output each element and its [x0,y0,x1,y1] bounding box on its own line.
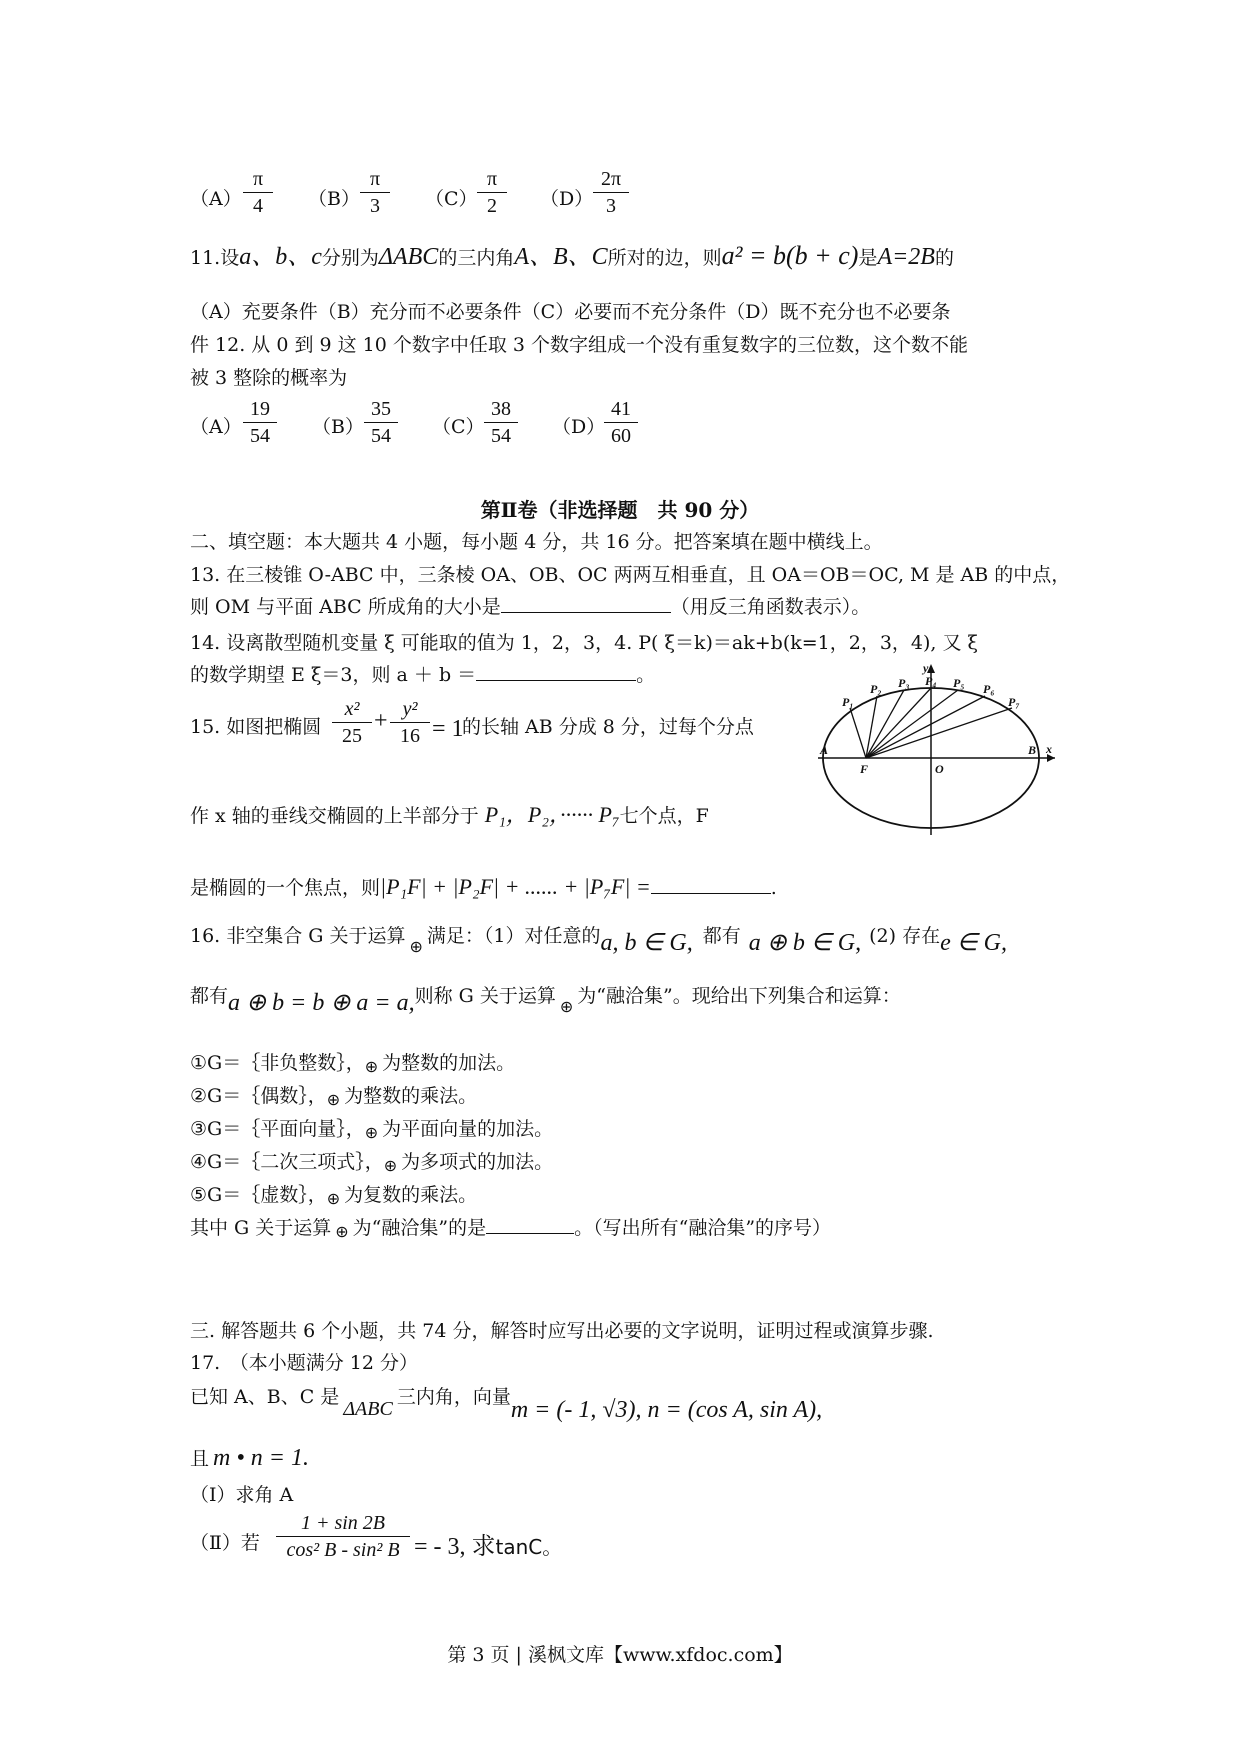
oplus-icon: ⊕ [559,997,574,1016]
label-A: A [820,743,829,757]
oplus-icon: ⊕ [409,937,423,956]
q14-line1: 14. 设离散型随机变量 ξ 可能取的值为 1，2，3，4. P( ξ＝k)＝ak+b(k=1，2，3，4), 又 ξ [190,632,979,654]
q16-item-1 [190,1048,515,1075]
math: a、b、c [239,244,322,270]
text: 都有 [190,985,229,1007]
label-y: y [923,661,929,675]
choice-label: （B） [312,416,364,438]
fraction: $\frac{41}{60}$ [604,396,638,449]
q13-line1: 13. 在三棱锥 O-ABC 中，三条棱 OA、OB、OC 两两互相垂直，且 OA＝OB＝OC, M 是 AB 的中点， [190,564,1071,586]
text: ②G＝｛偶数｝， [190,1085,327,1107]
fraction: $\frac{2\pi}{3}$ [593,166,629,219]
q17-part2-prefix: （Ⅱ）若 [190,1532,260,1554]
math: = - 3, 求 [414,1534,496,1560]
choice-label: （D） [540,188,594,210]
text: 其中 G 关于运算 [190,1217,332,1239]
math: a ⊕ b ∈ G, [748,930,862,956]
label-P6: P₆ [983,682,995,696]
fraction: $\frac{19}{54}$ [243,396,277,449]
text: 满足：（1）对任意的 [426,925,601,947]
choice-label: （A） [190,416,242,438]
choice-label: （B） [308,188,360,210]
q12-stem-line1: 件 12. 从 0 到 9 这 10 个数字中任取 3 个数字组成一个没有重复数字的三位数，这个数不能 [190,334,969,356]
oplus-icon: ⊕ [364,1123,379,1142]
label-P7: P₇ [1008,695,1020,709]
answer-blank[interactable] [486,1215,574,1234]
q12-stem-line2: 被 3 整除的概率为 [190,367,348,389]
text: 的三内角 [438,247,515,269]
text: （用反三角函数表示）。 [670,596,871,618]
q16-item-4 [190,1147,553,1174]
text: 是 [858,247,878,269]
text: (2) 存在 [869,925,941,947]
text: 三内角，向量 [396,1386,511,1408]
label-O: O [935,762,944,776]
text: 11.设 [190,247,240,269]
equals-one: = 1 [432,716,464,742]
text: 已知 A、B、C 是 [190,1386,340,1408]
text: ①G＝｛非负整数｝， [190,1052,365,1074]
fraction: $\frac{\pi}{2}$ [477,166,507,219]
text: . [770,877,777,899]
text: 所对的边，则 [607,247,722,269]
label-P4: P₄ [925,674,937,688]
fraction-x: $\frac{\text{x²}}{25}$ [332,696,372,749]
text: 为整数的乘法。 [344,1085,478,1107]
q17-line2 [190,1444,309,1472]
q16-item-5 [190,1180,477,1207]
math: a² = b(b + c) [721,241,859,270]
math: |P₁F| + |P₂F| + ...... + |P₇F| = [380,874,651,899]
q15-line3 [190,873,777,900]
text: ⑤G＝｛虚数｝， [190,1184,327,1206]
fraction: $\frac{\pi}{4}$ [243,166,273,219]
fill-in-header: 二、填空题：本大题共 4 小题，每小题 4 分，共 16 分。把答案填在题中横线上。 [190,531,883,553]
label-B: B [1028,743,1037,757]
oplus-icon: ⊕ [335,1222,349,1241]
q17-part1: （Ⅰ）求角 A [190,1484,294,1506]
text: 是椭圆的一个焦点，则 [190,877,381,899]
q16-line2 [190,980,901,1016]
q15-prefix: 15. 如图把椭圆 [190,716,322,738]
math: A、B、C [514,244,608,270]
q17-fraction: $\frac{1 + \sin 2B}{\text{cos² B - sin² B}}$ [276,1510,410,1563]
page-footer: 第 3 页 | 溪枫文库【www.xfdoc.com】 [447,1644,793,1666]
q17-title: 17. （本小题满分 12 分） [190,1352,418,1374]
q16-item-3 [190,1114,553,1141]
choice-label: （D） [552,416,606,438]
q16-item-2 [190,1081,477,1108]
fraction-y: $\frac{\text{y²}}{16}$ [390,696,430,749]
text: 。 [636,664,656,686]
text: 。（写出所有“融洽集”的序号） [574,1217,832,1239]
fraction: $\frac{38}{54}$ [484,396,518,449]
text: 为“融洽集”。现给出下列集合和运算： [577,985,901,1007]
text: 作 x 轴的垂线交椭圆的上半部分于 [190,805,479,827]
answer-blank[interactable] [651,881,771,894]
text: 分别为 [321,247,379,269]
label-P5: P₅ [953,676,965,690]
text: 则 OM 与平面 ABC 所成角的大小是 [190,596,501,618]
text: ④G＝｛二次三项式｝， [190,1151,384,1173]
text: 都有 [702,925,741,947]
text: 16. 非空集合 G 关于运算 [190,925,406,947]
ellipse-figure [810,660,1060,840]
text: 为平面向量的加法。 [382,1118,554,1140]
math: P₁，P₂，······ P₇ [484,802,620,827]
q17-part2-suffix [414,1526,562,1561]
math: A=2B [877,244,935,270]
q13-line2 [190,592,870,619]
plus-sign: + [374,708,388,734]
q17-line1 [190,1382,823,1423]
oplus-icon: ⊕ [326,1090,341,1109]
math: m • n = 1. [213,1445,309,1471]
math: m = (- 1, √3), n = (cos A, sin A), [510,1397,823,1423]
label-P3: P₃ [898,676,910,690]
label-F: F [860,762,869,776]
q14-line2 [190,660,655,687]
oplus-icon: ⊕ [383,1156,398,1175]
q15-line2 [190,798,709,829]
text: tanC。 [495,1535,563,1559]
text: ③G＝｛平面向量｝， [190,1118,365,1140]
text: 为“融洽集”的是 [352,1217,487,1239]
answer-section-header: 三. 解答题共 6 个小题，共 74 分，解答时应写出必要的文字说明，证明过程或演算步骤. [190,1320,934,1342]
q16-line1 [190,920,1007,956]
oplus-icon: ⊕ [364,1057,379,1076]
oplus-icon: ⊕ [326,1189,341,1208]
choice-label: （C） [425,188,478,210]
math: e ∈ G, [940,930,1007,956]
text: 的数学期望 E ξ＝3，则 a ＋ b ＝ [190,664,477,686]
q16-question [190,1213,831,1240]
fraction: $\frac{35}{54}$ [364,396,398,449]
q11-stem [190,236,954,271]
text: 为整数的加法。 [382,1052,516,1074]
math: a ⊕ b = b ⊕ a = a, [228,990,415,1016]
math: ΔABC [343,1398,393,1420]
text: 且 [190,1448,210,1470]
text: 七个点，F [619,805,709,827]
fraction: $\frac{\pi}{3}$ [360,166,390,219]
math: a, b ∈ G, [600,930,693,956]
label-P2: P₂ [870,682,882,696]
text: 则称 G 关于运算 [414,985,556,1007]
text: 的 [934,247,954,269]
q15-suffix: 的长轴 AB 分成 8 分，过每个分点 [462,716,754,738]
choice-label: （C） [432,416,485,438]
text: 为多项式的加法。 [401,1151,554,1173]
part-two-title: 第Ⅱ卷（非选择题 共 90 分） [480,498,760,522]
choice-label: （A） [190,188,242,210]
text: 为复数的乘法。 [344,1184,478,1206]
label-P1: P₁ [842,695,854,709]
q11-choices: （A）充要条件（B）充分而不必要条件（C）必要而不充分条件（D）既不充分也不必要条 [190,301,951,323]
label-x: x [1046,742,1052,756]
answer-blank[interactable] [476,662,636,681]
math: ΔABC [378,244,439,270]
answer-blank[interactable] [501,594,671,613]
